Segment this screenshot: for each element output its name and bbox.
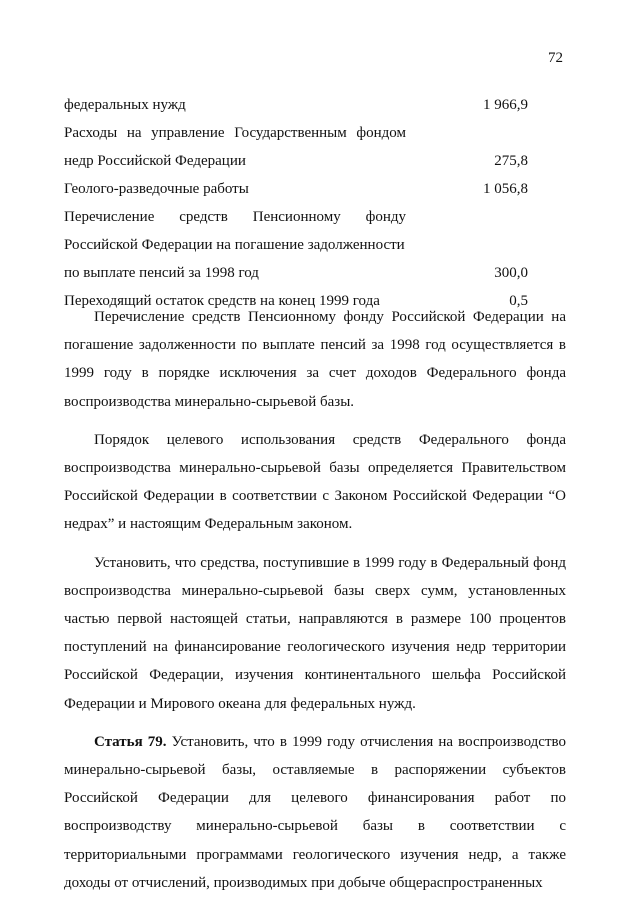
article-heading: Статья 79.: [94, 733, 167, 750]
row-label: федеральных нужд: [64, 97, 186, 113]
row-label: Перечисление средств Пенсионному фонду: [64, 209, 406, 225]
table-row: [64, 203, 406, 231]
row-value: 300,0: [494, 265, 528, 281]
table-row: [64, 91, 564, 119]
paragraph-usage-order: Порядок целевого использования средств Федерального фонда воспроизводства минерально-сырьевой базы определяется Правительством Российской Федерации в соответствии с Законом Российской Федерации “О недрах” и настоящим Федеральным законом.: [64, 431, 566, 533]
row-value: 1 056,8: [483, 181, 528, 197]
table-row: [64, 175, 564, 203]
row-label: Российской Федерации на погашение задолженности: [64, 237, 405, 253]
table-row: [64, 231, 564, 259]
table-row: [64, 259, 564, 287]
row-value: 275,8: [494, 153, 528, 169]
row-value: 1 966,9: [483, 97, 528, 113]
row-label: Расходы на управление Государственным фондом: [64, 125, 406, 141]
expense-table: [64, 91, 564, 315]
row-label: Переходящий остаток средств на конец 1999 года: [64, 293, 380, 309]
row-value: 0,5: [509, 293, 528, 309]
body-text: [64, 303, 566, 907]
paragraph-article-79: [64, 728, 566, 897]
table-row: [64, 147, 564, 175]
row-label: недр Российской Федерации: [64, 153, 246, 169]
row-label: по выплате пенсий за 1998 год: [64, 265, 259, 281]
row-label: Геолого-разведочные работы: [64, 181, 249, 197]
paragraph-pension-transfer: Перечисление средств Пенсионному фонду Российской Федерации на погашение задолженности по выплате пенсий за 1998 год осуществляется в 1999 году в порядке исключения за счет доходов Федерального фонда воспроизводства минерально-сырьевой базы.: [64, 309, 566, 410]
table-row: [64, 119, 406, 147]
page-number: 72: [548, 50, 563, 66]
paragraph-excess-funds: Установить, что средства, поступившие в 1999 году в Федеральный фонд воспроизводства минерально-сырьевой базы сверх сумм, установленных частью первой настоящей статьи, направляются в размере 100 процентов поступлений на финансирование геологического изучения недр территории Российской Федерации, изучения континентального шельфа Российской Федерации и Мирового океана для федеральных нужд.: [64, 554, 566, 712]
article-text: Установить, что в 1999 году отчисления на воспроизводство минерально-сырьевой базы, оставляемые в распоряжении субъектов Российской Федерации для целевого финансирования работ по воспроизводству минерально-сырьевой базы в соответствии с территориальными программами геологического изучения недр, а также доходы от отчислений, производимых при добыче общераспространенных: [64, 733, 566, 891]
